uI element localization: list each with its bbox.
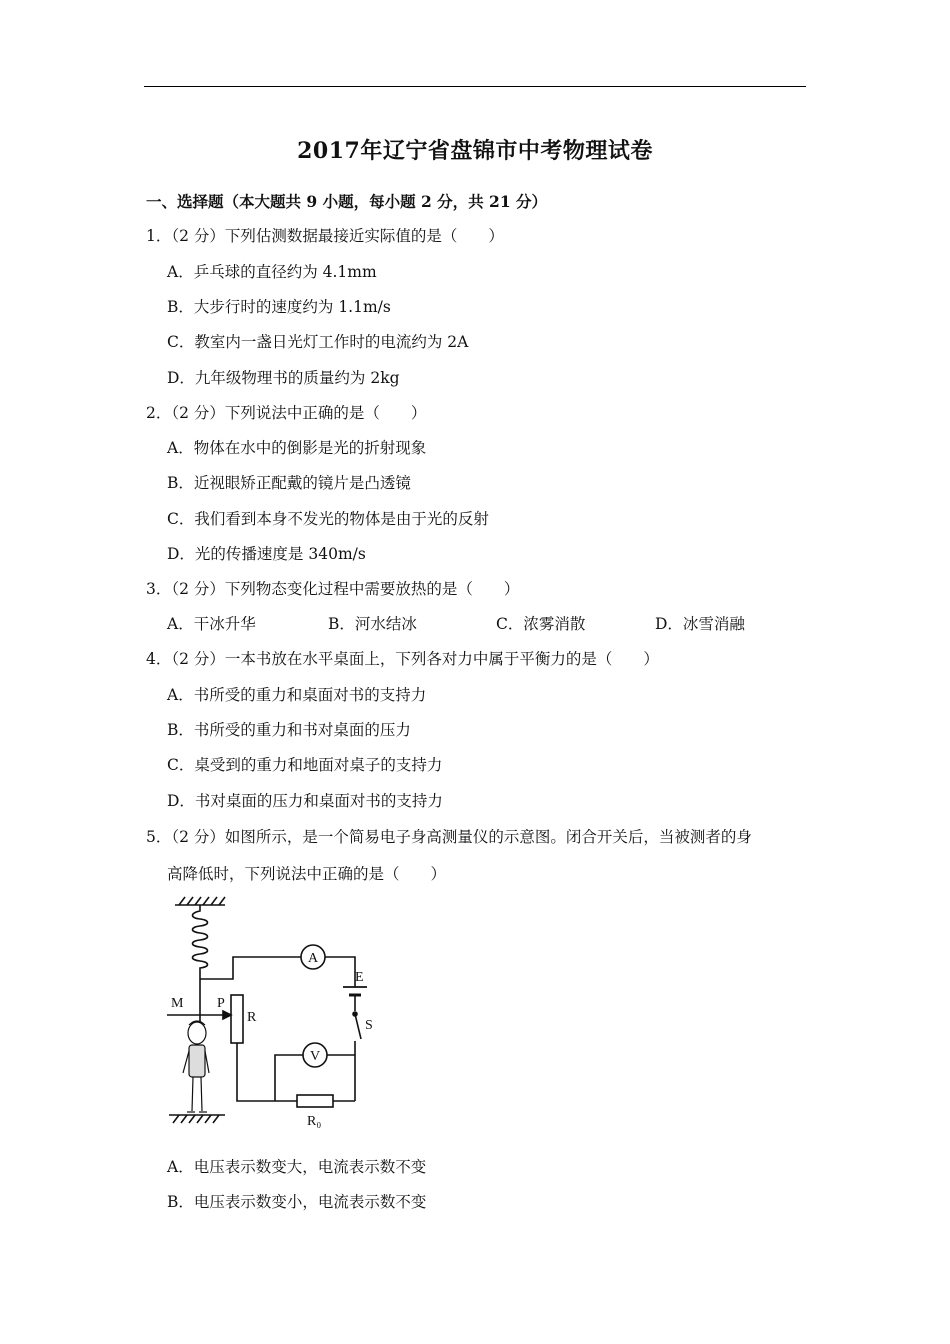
- question-5-stem-line-2: 高降低时，下列说法中正确的是（ ）: [167, 865, 447, 883]
- top-rule: [144, 86, 806, 87]
- svg-text:A: A: [308, 951, 319, 966]
- svg-text:P: P: [217, 996, 225, 1011]
- section-heading: 一、选择题（本大题共 9 小题，每小题 2 分，共 21 分）: [146, 192, 548, 211]
- question-2-option-d: D．光的传播速度是 340m/s: [167, 545, 366, 563]
- question-1-option-b: B．大步行时的速度约为 1.1m/s: [167, 298, 391, 316]
- question-2-option-a: A．物体在水中的倒影是光的折射现象: [167, 439, 427, 457]
- person-icon: [183, 1021, 209, 1112]
- question-2-option-c: C．我们看到本身不发光的物体是由于光的反射: [167, 510, 489, 528]
- question-5-option-b: B．电压表示数变小，电流表示数不变: [167, 1193, 427, 1211]
- question-1-option-c: C．教室内一盏日光灯工作时的电流约为 2A: [167, 333, 469, 351]
- slide-resistor-icon: [231, 995, 243, 1043]
- question-3-option-d: D．冰雪消融: [655, 615, 745, 633]
- question-4-option-c: C．桌受到的重力和地面对桌子的支持力: [167, 756, 443, 774]
- svg-text:V: V: [310, 1049, 321, 1064]
- svg-text:E: E: [355, 970, 364, 985]
- floor-hatch: [169, 1115, 225, 1123]
- question-1-option-a: A．乒乓球的直径约为 4.1mm: [167, 263, 377, 281]
- question-3-option-a: A．干冰升华: [167, 615, 256, 633]
- svg-text:M: M: [171, 996, 184, 1011]
- ceiling-hatch: [175, 897, 225, 905]
- question-1-option-d: D．九年级物理书的质量约为 2kg: [167, 369, 400, 387]
- svg-text:R₀: R₀: [307, 1114, 322, 1129]
- question-3-stem: 3．（2 分）下列物态变化过程中需要放热的是（ ）: [146, 580, 520, 598]
- question-3-option-b: B．河水结冰: [328, 615, 417, 633]
- spring: [193, 905, 208, 975]
- question-4-option-b: B．书所受的重力和书对桌面的压力: [167, 721, 411, 739]
- circuit-diagram: [165, 893, 405, 1133]
- question-4-stem: 4．（2 分）一本书放在水平桌面上，下列各对力中属于平衡力的是（ ）: [146, 650, 659, 668]
- question-5-option-a: A．电压表示数变大，电流表示数不变: [167, 1158, 427, 1176]
- page-title: 2017年辽宁省盘锦市中考物理试卷: [297, 138, 653, 164]
- svg-text:S: S: [365, 1018, 373, 1033]
- question-5-stem-line-1: 5．（2 分）如图所示，是一个简易电子身高测量仪的示意图。闭合开关后，当被测者的身: [146, 828, 752, 846]
- question-1-stem: 1．（2 分）下列估测数据最接近实际值的是（ ）: [146, 227, 504, 245]
- question-4-option-d: D．书对桌面的压力和桌面对书的支持力: [167, 792, 443, 810]
- fixed-resistor-icon: [297, 1095, 333, 1107]
- question-2-stem: 2．（2 分）下列说法中正确的是（ ）: [146, 404, 427, 422]
- question-3-option-c: C．浓雾消散: [496, 615, 586, 633]
- svg-text:R: R: [247, 1010, 257, 1025]
- question-4-option-a: A．书所受的重力和桌面对书的支持力: [167, 686, 427, 704]
- question-2-option-b: B．近视眼矫正配戴的镜片是凸透镜: [167, 474, 411, 492]
